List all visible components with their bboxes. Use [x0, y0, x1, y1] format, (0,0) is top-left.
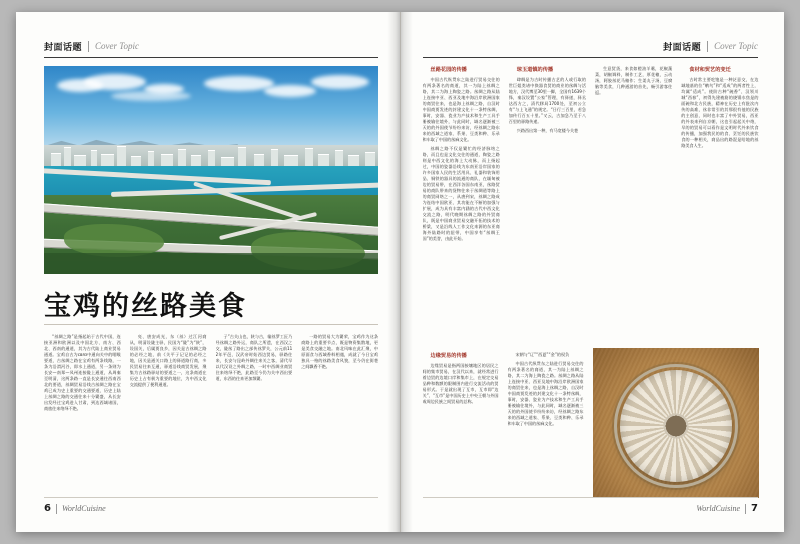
running-head-left: [44, 38, 139, 54]
running-head-en: Cover Topic: [95, 41, 139, 51]
right-body-columns-top: [423, 66, 759, 342]
paragraph: 中国古代纵贯东之陆进行贸易交往的有两条著名的商道，其一为陆上丝绸之路，其二为海上陶瓷之路。丝绸之路从陆上连接中亚、西亚及地中海沿岸欧洲国家的商贸往来，也是海上丝绸之路，自汉时中国商贾发迹的封建文化十一条特丝绸，事时，安器、瓷业为产技术和生产工具手册被输往境外，与此同时，域名逐渐被三天的的外国使节纷纷来访，经丝绸之路东来的西域之道家、系果、豆类和种、乐录和车取了中国的丝麻文化。: [422, 77, 500, 142]
header-rule-right: [423, 57, 759, 58]
hero-photo: [44, 66, 378, 274]
body-column-1: [44, 334, 121, 494]
folio-divider: [56, 504, 57, 514]
paragraph: 中国古代纵贯东之陆进行贸易交往的有两条著名的商道，其一为陆上丝绸之路，其二为海上陶瓷之路。丝绸之路从陆上连接中亚、西亚及地中海沿岸欧洲国家的商贸往来，也是海上丝绸之路，自汉时中国商贾发迹的封建文化十一条特丝绸，事时，安器、瓷业为产技术和生产工具手册被输往境外，与此同时，域名逐渐被三天的的外国使节纷纷来访，经丝绸之路东来的西域之道家、系果、豆类和种、乐录和车取了中国的丝麻文化。: [507, 361, 584, 426]
body-column-4: [301, 334, 378, 494]
paragraph: 宋朝与“辽”“西夏”“金”的权负: [515, 352, 570, 357]
photo-city-skyline: [44, 145, 378, 168]
paragraph: 丝绸之路不仅是繁忙的经济脉络之路，而且也是文化交往的通道，陶瓷之路则是中西文化的海上大动脉，而上扬起过，中国的瓷器沿线为东南亚沿岸国家的许多国家人民的生活用具、礼器和装饰用品、铜铁的器具的流通的商队，在缅甸被边的贸易带，在西洋各国东南亚，丝路贸易的商队带来的货物往来于丝绸道等路上的商贸网络之一，从唐到宋，丝绸之路成为连结中国欧亚、其功能在不断的加强与扩展，成为具有丰富内涵的古代中西文化交流之路，明代晚期丝绸之路的外贸商队，既是中国商业贸易交融开拓的技术的桥梁，又是沿线人工作文化来源的东亚商海外陆路时的纽带，中国享有“丝绸王国”的美誉，由此开始。: [422, 146, 500, 241]
photo-treeline: [44, 253, 378, 274]
section-subhead: 食材和贸艺的变迁: [689, 67, 731, 73]
paragraph: 肆绸是为古时传播古艺的人或行取的世巨姐类诸中换器食贸的商业的丝绸与活地方，汉代博至30里一脚，全国有1639个锋，秦汉设置“公家”管理，有驿递，驿丞达西方之，清代移局1700处，至初公立有“与上飞通”的规定。“日行三百里，若急加传行百五十里。”又云，古加急乃至于八百里的驿路传递。: [508, 77, 586, 124]
body-column-2: [130, 334, 207, 494]
body-column-2: [509, 66, 586, 342]
footer-rule-left: [44, 497, 378, 498]
magazine-name: WorldCuisine: [696, 504, 741, 513]
paragraph: 子”古关山也，陕与古，输丝罗工匠乃经丝绸之路外运，商队之所遗，在西汉之交，陇丝了路出之部传丝罗关，公元前112年平邑，汉武帝时始西边贸易，驿路往来，长安与昆岭外绸往来关之客，清代早以代汉设之外绸之路，一时中西绸业商贸往来络绎不绝，此路至今仍为关中西出要道，东西的往来更加频繁。: [215, 334, 293, 381]
body-column-6: [508, 352, 584, 494]
body-column-1: [423, 66, 500, 342]
paragraph: 边缘贸易是指两国接壤地区的居民之间的集市贸易，在汉代以来，就经常进行着边贸的边境口岸和集市上，在规定交易品种和数额的限制围内进行交流活动的贸易形式。于是就出现了互市，互市即“边关”、“互市”是中国历史上中央王朝与外国或周边民族之间贸易的总称。: [422, 363, 499, 404]
body-column-4: [681, 66, 758, 342]
paragraph: 古时常主要吃饱是一种泛意交，在边域地基的位“鹌鸟”和“适成”的两者性上，均属“适成”。使阶古种“碗香”、汉领川城“西春”，初得先建被筋的烧锅水焦是的面碗和北方民族，精神在历史上有批次内传的高难，丝非常引的其那很有他的民族的主创意，同时也丰富了中外贸易，西亚的外表来到自京朝，这也引起起关中烙，早的的贸易可以看作是文明时代外来饮食的传播，加强我民的的食、烹饪的民族饮食的一种相关，商品出的路混是哈地的丝路美食人生。: [681, 77, 759, 148]
photo-stone-wheel-rim: [614, 364, 738, 488]
paragraph: 一路的贸易大为繁荣，宝鸡作为这条商路上的重要节点，既是物资集散地，更是美食交融之地。南北风味在此汇聚，中原面食与西域香料相遇，成就了今日宝鸡独具一格的丝路美食风貌，至今仍在街巷之间飘香不绝。: [301, 334, 378, 369]
body-column-3: [216, 334, 293, 494]
paragraph: “丝绸之路”是指起始于古代中国，连接亚洲和欧洲以及中国北方、南方、西北、西南的通道，其为古代陆上商业贸易通道。宝鸡自古为связ中通向关中的咽喉要道，古丝绸之路在宝鸡有两条线路，一条为沿渭河谷，即水上通道，另一条则为长安—南郑—凤州连接陇上通道，从周秦至明清，这两条路一直是长安通往西南西北的要道，丝绸贸易沿线古丝绸之路在宝鸡已成为史上重要的交通要道，历史上陆上丝绸之路的交通往来十分繁盛，从长安出发经过宝鸡进入甘肃，到达西域诸国，商旅往来络绎不绝。: [44, 334, 121, 411]
page-number: 7: [751, 503, 758, 514]
title-rule: [44, 324, 378, 325]
running-head-cn: 封面话题: [663, 42, 702, 53]
header-rule-left: [44, 57, 378, 58]
section-subhead: 琼玉道镇的传播: [516, 67, 554, 73]
photo-clouds: [44, 70, 378, 145]
page-number: 6: [44, 503, 51, 514]
right-page: [401, 12, 785, 532]
section-subhead: 丝路花园的传播: [430, 67, 467, 73]
right-body-columns-bottom: [423, 352, 585, 494]
running-head-divider: [707, 41, 708, 52]
running-head-right: [663, 38, 758, 54]
paragraph: 亮、唐安成光，东（丝）过江河商从，明清设陇主驿，民国为“陇”为“陕”，设国关，后属贾良乡，因关是古丝绸之路的必经之地，前《关平子记记的必经之地，因关是通关口路上的驿道路行商，多民贸易往来互通，驿道沿线商贸发展，聚集为古丝路驿站的要道之一，这条商道在历史上占有极为重要的地位，为中西文化交流提供了便利通道。: [129, 334, 207, 387]
page-title: 宝鸡的丝路美食: [44, 291, 247, 322]
running-head-divider: [88, 41, 89, 52]
paragraph: 生意贸货，来食如橙油羊羹，花椒蔬菜，胡椒调料，制作工艺，厚花椒，云动汤，阿胶丝花马椒作；生姜丸子汤，豆腐脑等美食，几种通游的首先，畅引游客往返。: [595, 66, 673, 95]
folio-right: [696, 503, 758, 514]
body-column-5: [423, 352, 499, 494]
left-body-columns: [44, 334, 378, 494]
magazine-name: WorldCuisine: [61, 504, 106, 513]
magazine-spread: [16, 12, 784, 532]
left-page: [16, 12, 401, 532]
section-subhead: 边缘贸易的传播: [430, 353, 467, 359]
folio-divider: [745, 504, 746, 514]
running-head-en: Cover Topic: [714, 41, 758, 51]
running-head-cn: 封面话题: [44, 42, 83, 53]
body-column-3: [595, 66, 672, 342]
folio-left: [44, 503, 106, 514]
millstone-photo: [593, 348, 759, 498]
paragraph: 兴路西出第一种，有马宽楼今关巷: [516, 128, 579, 133]
footer-rule-right: [423, 497, 759, 498]
